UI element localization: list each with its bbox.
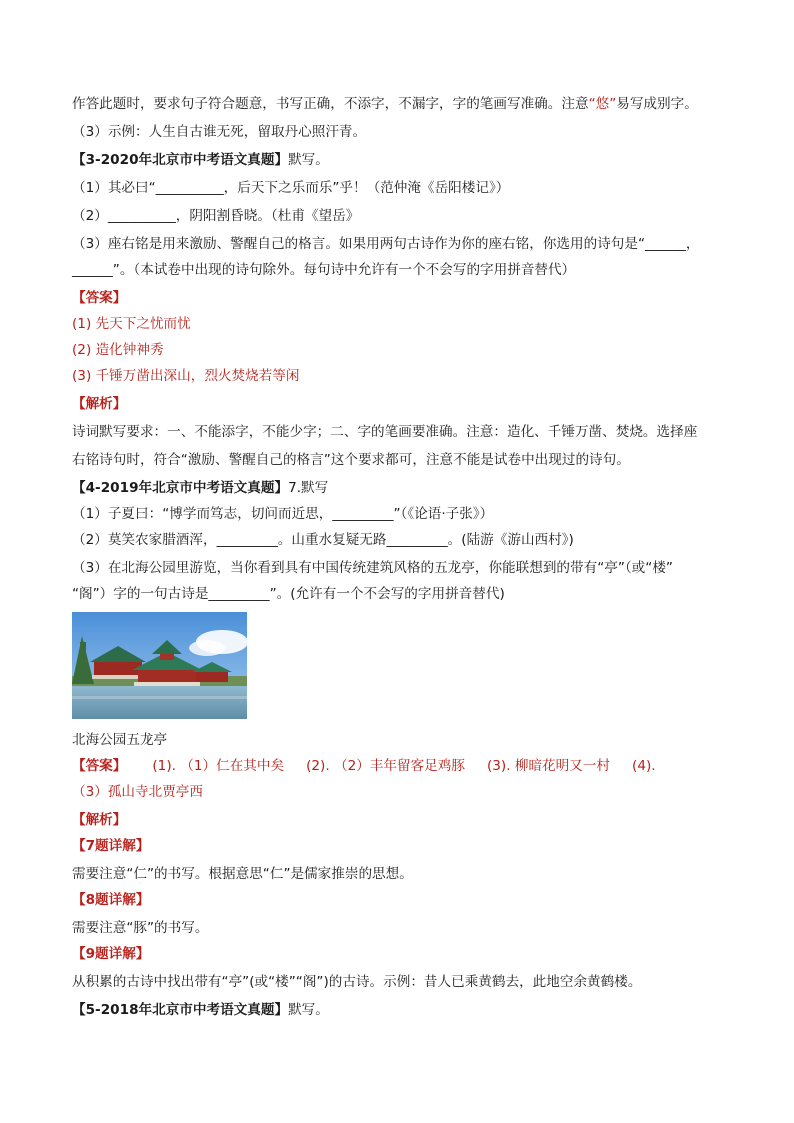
pavilion-photo bbox=[72, 612, 247, 719]
question-item: （3）在北海公园里游览，当你看到具有中国传统建筑风格的五龙亭，你能联想到的带有“亭”（或“楼” bbox=[72, 560, 673, 576]
question-heading: 【3-2020年北京市中考语文真题】默写。 bbox=[72, 152, 329, 168]
question-item: （3）座右铭是用来激励、警醒自己的格言。如果用两句古诗作为你的座右铭，你选用的诗句是“______， bbox=[72, 236, 700, 252]
question-heading: 【4-2019年北京市中考语文真题】7.默写 bbox=[72, 480, 329, 496]
detail-text: 需要注意“仁”的书写。根据意思“仁”是儒家推崇的思想。 bbox=[72, 866, 413, 882]
text-line: 作答此题时，要求句子符合题意，书写正确，不添字，不漏字，字的笔画写准确。注意“悠”易写成别字。 bbox=[72, 96, 698, 112]
analysis-text: 右铭诗句时，符合“激励、警醒自己的格言”这个要求都可，注意不能是试卷中出现过的诗句。 bbox=[72, 452, 630, 468]
detail-text: 从积累的古诗中找出带有“亭”(或“楼”“阁”)的古诗。示例：昔人已乘黄鹤去，此地空余黄鹤楼。 bbox=[72, 974, 642, 990]
detail-heading: 【7题详解】 bbox=[72, 838, 150, 854]
question-item: “阁”）字的一句古诗是_________”。(允许有一个不会写的字用拼音替代) bbox=[72, 586, 505, 602]
answer-item: (3) 千锤万凿出深山，烈火焚烧若等闲 bbox=[72, 368, 300, 384]
text-line: （3）示例：人生自古谁无死，留取丹心照汗青。 bbox=[72, 124, 367, 140]
question-item: （1）其必曰“__________，后天下之乐而乐”乎！（范仲淹《岳阳楼记》） bbox=[72, 180, 510, 196]
detail-text: 需要注意“豚”的书写。 bbox=[72, 920, 209, 936]
pavilion-illustration bbox=[72, 612, 247, 719]
analysis-text: 诗词默写要求：一、不能添字，不能少字；二、字的笔画要准确。注意：造化、千锤万凿、焚烧。选择座 bbox=[72, 424, 698, 440]
question-item: ______”。（本试卷中出现的诗句除外。每句诗中允许有一个不会写的字用拼音替代） bbox=[72, 262, 576, 278]
answer-item: （3）孤山寺北贾亭西 bbox=[72, 784, 203, 800]
question-item: （1）子夏曰：“博学而笃志，切问而近思，_________”（《论语·子张》） bbox=[72, 506, 494, 522]
detail-heading: 【8题详解】 bbox=[72, 892, 150, 908]
question-item: （2）__________，阴阳割昏晓。（杜甫《望岳》 bbox=[72, 208, 360, 224]
question-item: （2）莫笑农家腊酒浑，_________。山重水复疑无路_________。(陆游《游山西村》) bbox=[72, 532, 574, 548]
analysis-label: 【解析】 bbox=[72, 812, 127, 828]
detail-heading: 【9题详解】 bbox=[72, 946, 150, 962]
question-heading: 【5-2018年北京市中考语文真题】默写。 bbox=[72, 1002, 329, 1018]
answer-item: (1) 先天下之忧而忧 bbox=[72, 316, 191, 332]
analysis-label: 【解析】 bbox=[72, 396, 127, 412]
answer-item: (2) 造化钟神秀 bbox=[72, 342, 164, 358]
photo-caption: 北海公园五龙亭 bbox=[72, 732, 168, 748]
answer-row: 【答案】 (1). （1）仁在其中矣 (2). （2）丰年留客足鸡豚 (3). 柳暗花明又一村 (4). bbox=[72, 758, 656, 774]
answer-label: 【答案】 bbox=[72, 290, 127, 306]
